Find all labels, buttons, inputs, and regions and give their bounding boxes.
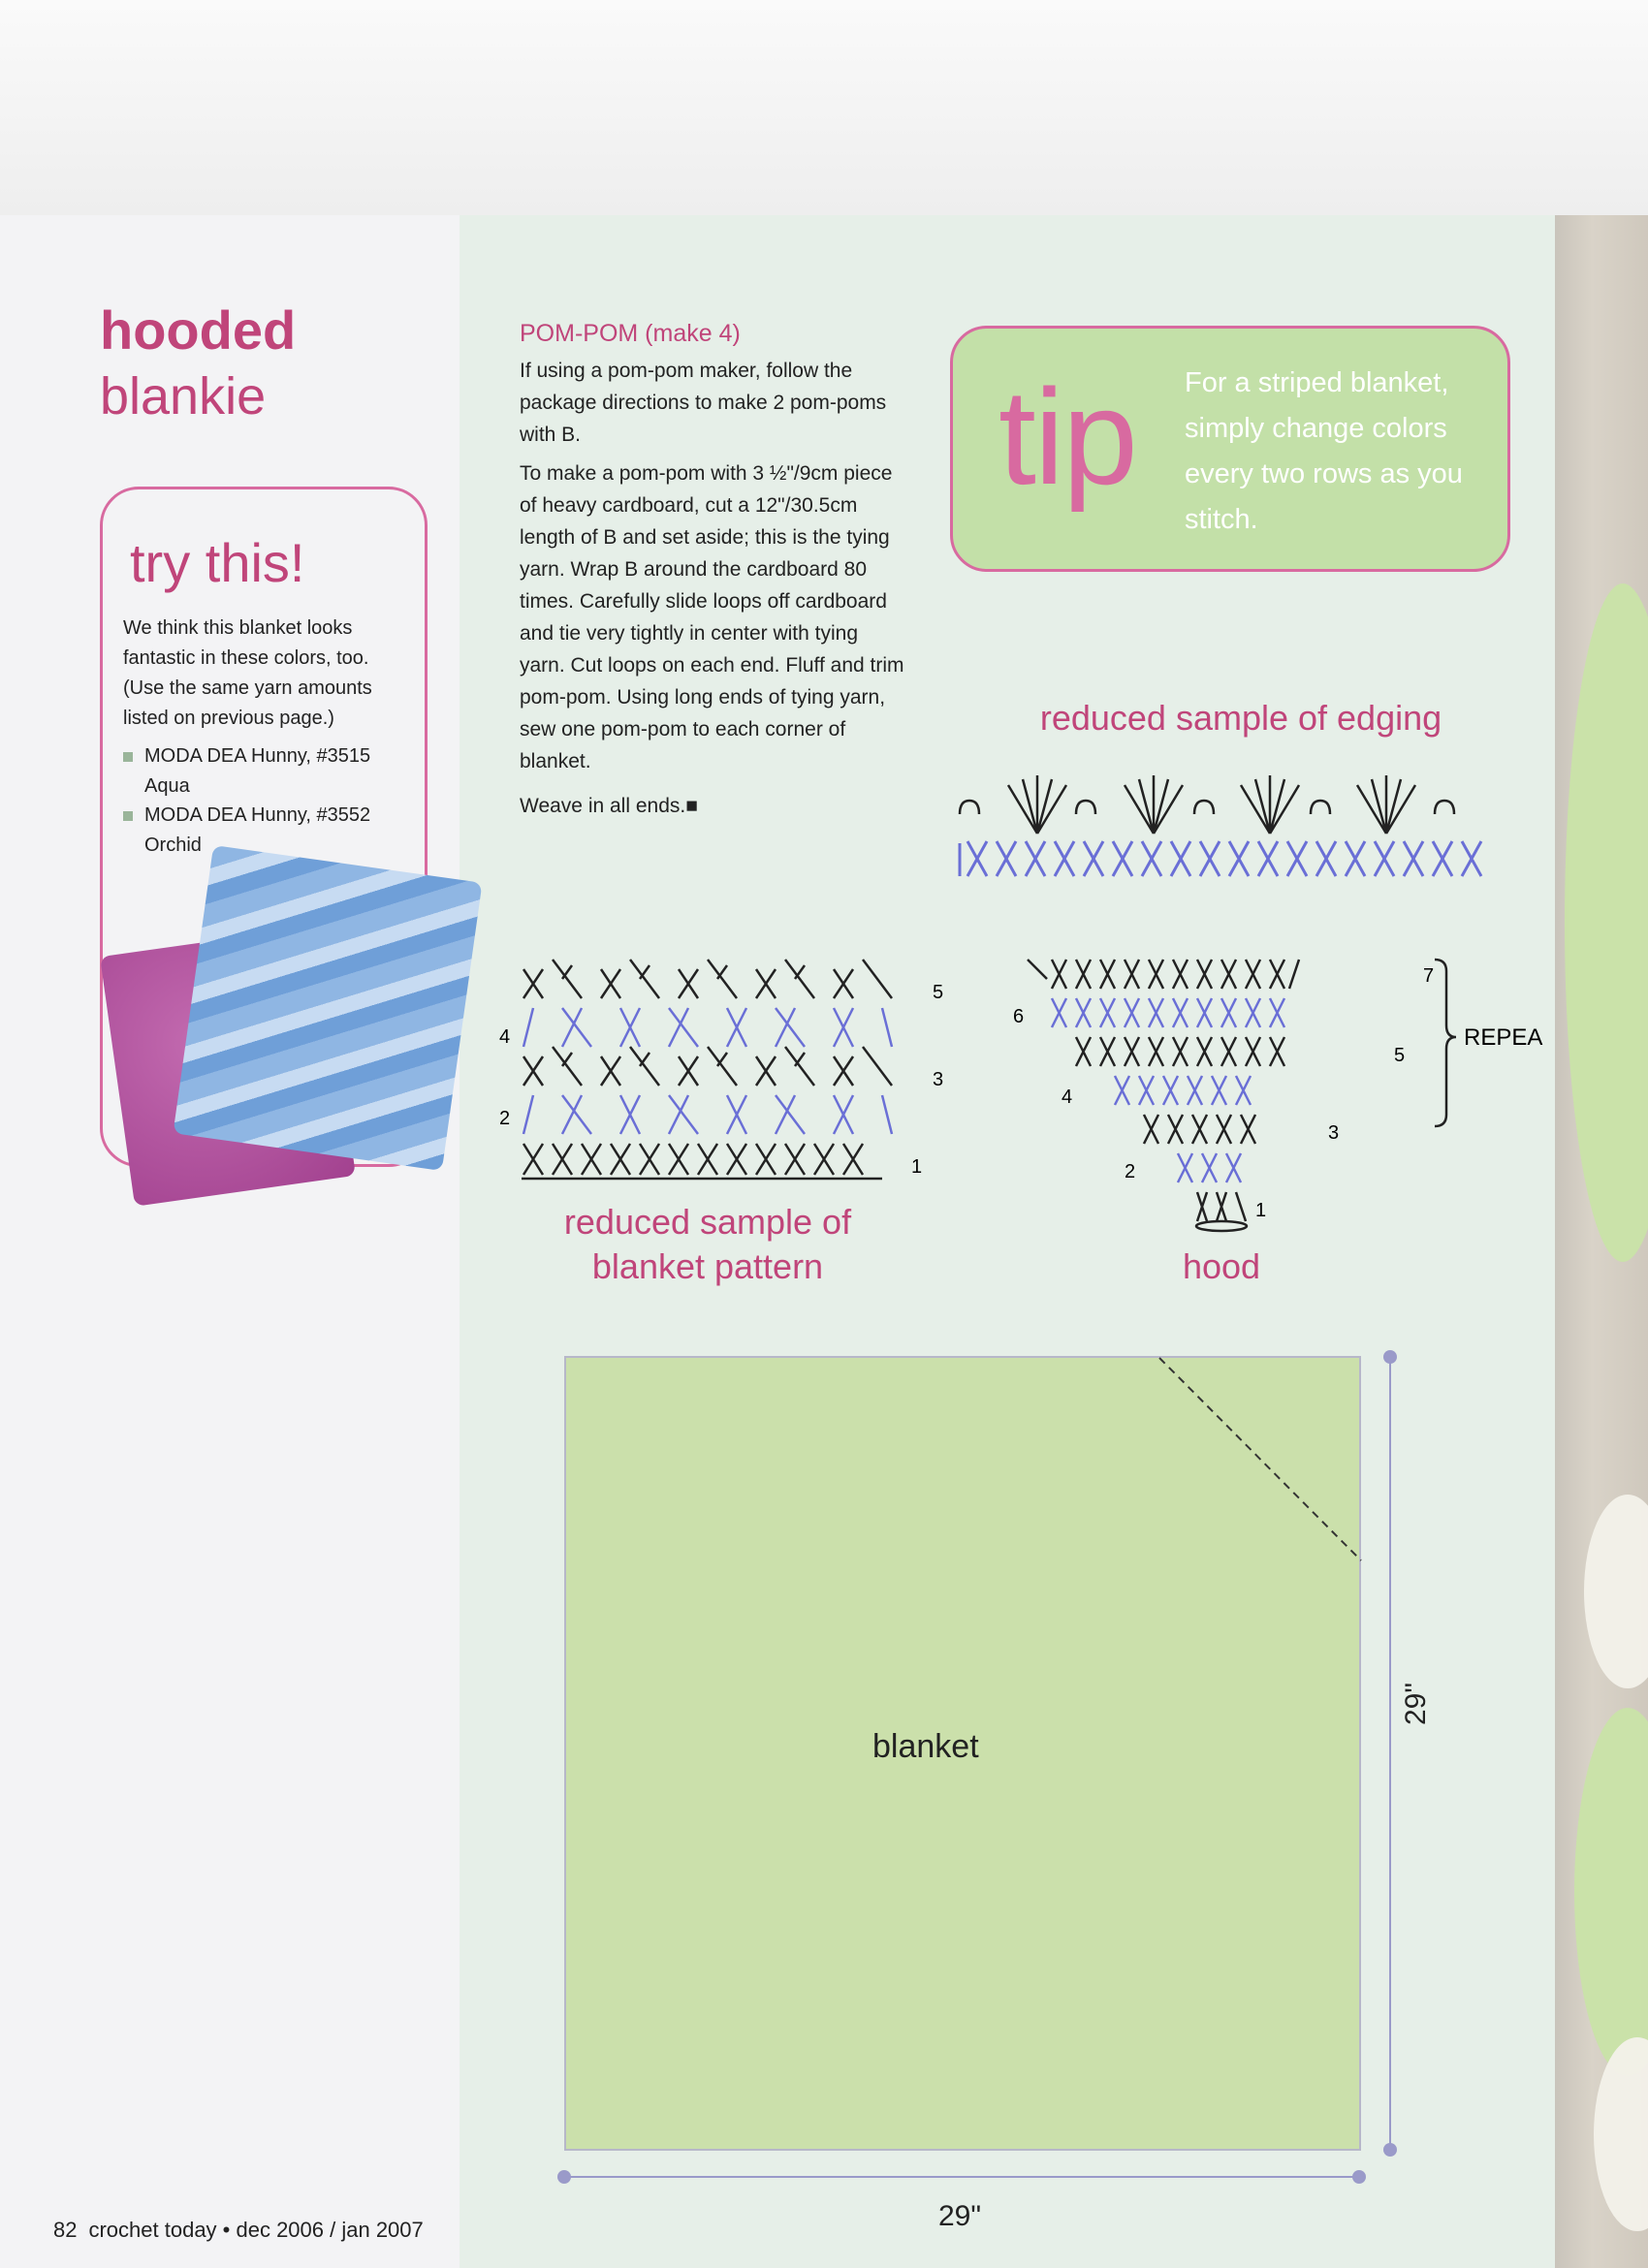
blanket-caption <box>523 1200 892 1289</box>
facing-page-photo-strip <box>1555 215 1648 2268</box>
edging-caption: reduced sample of edging <box>1039 698 1442 738</box>
white-fringe-photo <box>1584 1495 1648 1688</box>
try-this-body: We think this blanket looks fantastic in these colors, too. (Use the same yarn amounts listed on previous page.) <box>123 617 372 729</box>
blanket-row-label: 4 <box>499 1026 511 1048</box>
pom-pom-para2: To make a pom-pom with 3 ½"/9cm piece of heavy cardboard, cut a 12"/30.5cm length of B and set aside; this is the tying yarn. Wrap B around the cardboard 80 times. Carefully slide loops off cardboard and tie very tightly in center with tying yarn. Cut loops on each end. Fluff and trim pom-pom. Using long ends of tying yarn, sew one pom-pom to each corner of blanket. <box>520 462 904 772</box>
tip-word: tip <box>998 361 1136 513</box>
page-footer <box>53 2218 424 2243</box>
edging-row-shells <box>960 775 1454 834</box>
hood-caption: hood <box>1182 1246 1261 1286</box>
blanket-black-rows <box>522 960 892 1179</box>
hood-row-label: 3 <box>1328 1122 1340 1144</box>
yarn-option-1-name: MODA DEA Hunny, #3515 <box>144 745 371 767</box>
blanket-label: blanket <box>872 1728 979 1765</box>
hood-chart <box>1008 950 1551 1241</box>
pom-pom-heading: POM-POM (make 4) <box>520 320 741 347</box>
magazine-issue: crochet today • dec 2006 / jan 2007 <box>88 2218 424 2242</box>
blanket-height-label: 29" <box>1400 1682 1432 1725</box>
pom-pom-para3: Weave in all ends.■ <box>520 795 698 817</box>
blanket-pattern-chart <box>494 950 960 1192</box>
green-yarn-photo <box>1565 583 1648 1262</box>
bullet-square-icon <box>123 811 133 821</box>
hood-row-label: 1 <box>1255 1200 1267 1221</box>
hood-row-label: 7 <box>1423 965 1435 987</box>
schematic-lines <box>543 1347 1415 2190</box>
green-yarn-photo-lower <box>1574 1708 1648 2076</box>
pom-pom-para1: If using a pom-pom maker, follow the package directions to make 2 pom-poms with B. <box>520 360 887 446</box>
blanket-caption-line2: blanket pattern <box>591 1246 824 1286</box>
hood-row-label: 6 <box>1013 1006 1025 1027</box>
yarn-option-1 <box>123 741 370 802</box>
hood-fold-line <box>1159 1358 1361 1560</box>
dimension-endpoint <box>1383 2143 1397 2157</box>
hood-row-label: 5 <box>1394 1045 1406 1066</box>
try-this-title: try this! <box>130 532 305 593</box>
dimension-endpoint <box>1383 1350 1397 1364</box>
aqua-swatch-photo <box>173 845 482 1171</box>
blanket-caption-line1: reduced sample of <box>563 1202 852 1242</box>
white-fringe-photo-lower <box>1594 2037 1648 2231</box>
repeat-bracket <box>1435 960 1456 1126</box>
yarn-option-2-color: Orchid <box>144 835 202 856</box>
blanket-row-label: 5 <box>933 982 944 1003</box>
page-title-line1: hooded <box>100 299 297 361</box>
dimension-endpoint <box>1352 2170 1366 2184</box>
page-number: 82 <box>53 2218 78 2242</box>
blanket-row-label: 3 <box>933 1069 944 1090</box>
blanket-row-label: 2 <box>499 1108 511 1129</box>
tip-text: For a striped blanket, simply change colors every two rows as you stitch. <box>1185 367 1463 535</box>
blanket-width-label: 29" <box>938 2200 982 2232</box>
bullet-square-icon <box>123 752 133 762</box>
yarn-option-1-color: Aqua <box>144 775 190 797</box>
hood-row-label: 4 <box>1062 1087 1073 1108</box>
scan-top-margin <box>0 0 1648 215</box>
dimension-endpoint <box>557 2170 571 2184</box>
edging-row-sc <box>960 841 1481 876</box>
yarn-option-2-name: MODA DEA Hunny, #3552 <box>144 804 371 826</box>
hood-row-label: 2 <box>1125 1161 1136 1182</box>
hood-blue-rows <box>1052 998 1284 1182</box>
page-title-line2: blankie <box>100 367 267 425</box>
repeat-label: REPEA <box>1464 1024 1543 1051</box>
edging-chart <box>940 756 1503 892</box>
blanket-row-label: 1 <box>911 1156 923 1178</box>
blanket-blue-rows <box>523 1008 892 1134</box>
